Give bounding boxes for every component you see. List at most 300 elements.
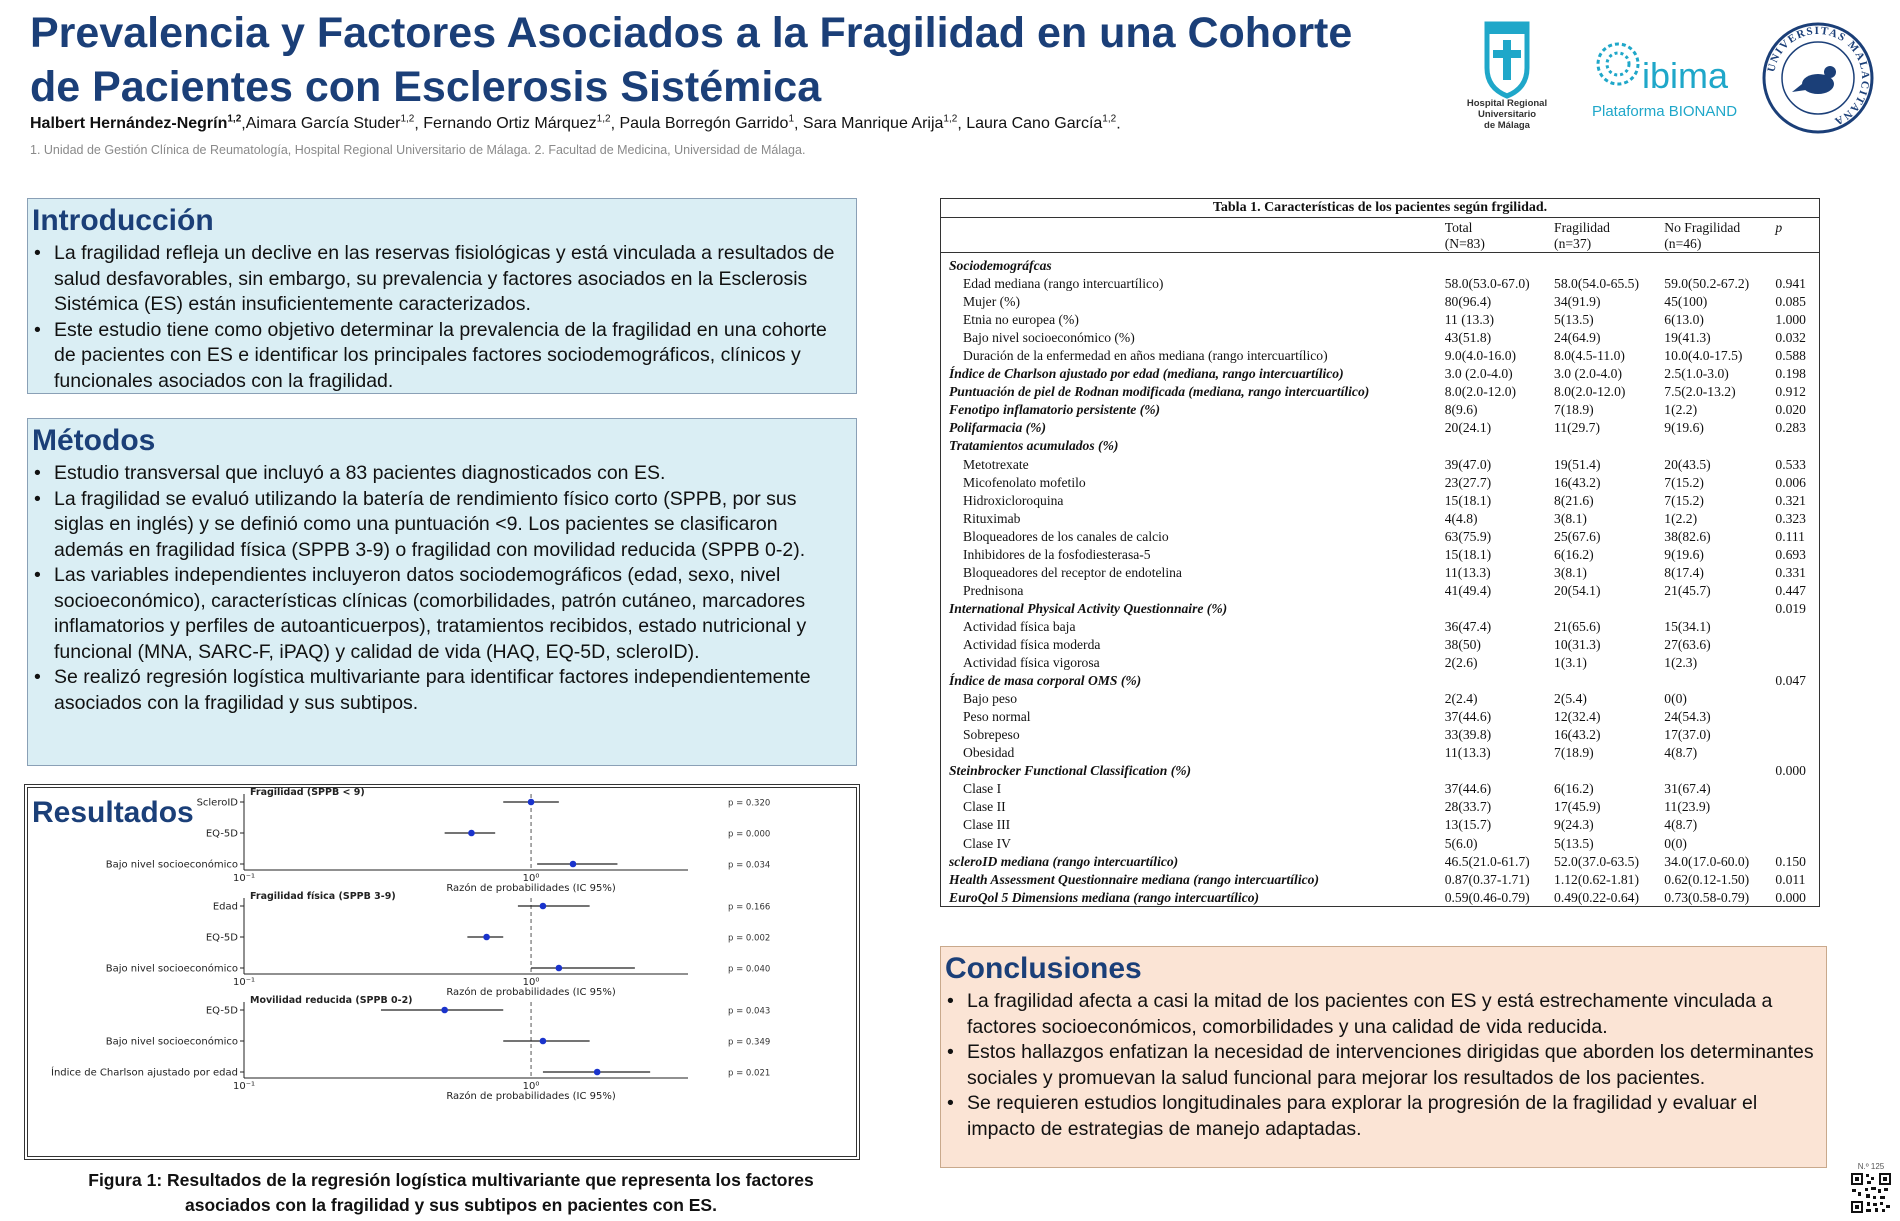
table-cell [1775, 437, 1819, 455]
table-cell: 25(67.6) [1554, 528, 1601, 544]
header-text: No Fragilidad (n=46) [1664, 220, 1741, 251]
characteristics-table [940, 198, 1820, 907]
row-label: Metotrexate [963, 456, 1029, 472]
row-label: EuroQol 5 Dimensions mediana (rango intercuartílico) [949, 889, 1260, 905]
x-tick-label: 10⁰ [522, 977, 540, 988]
author-affiliation-sup: 1,2 [400, 114, 415, 125]
table-row [941, 636, 1819, 654]
table-cell: 0(0) [1664, 691, 1687, 707]
table-row [941, 546, 1819, 564]
table-cell: 43(51.8) [1444, 330, 1492, 346]
panel-title: Movilidad reducida (SPPB 0-2) [250, 995, 413, 1006]
author-affiliation-sup: 1 [788, 114, 795, 125]
conclusions-bullet: • Estos hallazgos enfatizan la necesidad de intervenciones dirigidas que aborden los determinantes sociales y promuevan la salud funcional para mejorar los resultados de los pacientes. [945, 1040, 1818, 1091]
table-cell: 46.5(21.0-61.7) [1444, 853, 1530, 869]
author: Laura Cano García$^{1,2}$ [966, 114, 1117, 133]
row-label: Polifarmacia (%) [949, 420, 1047, 436]
table-cell: 8.0(4.5-11.0) [1554, 348, 1625, 364]
table-cell: 34(91.9) [1554, 294, 1601, 310]
table-cell [1664, 672, 1775, 690]
author: Fernando Ortiz Márquez$^{1,2}$ [423, 114, 611, 133]
results-figure [24, 784, 860, 1160]
row-label: Bajo peso [963, 691, 1017, 707]
table-cell [1554, 672, 1664, 690]
table-cell: 21(45.7) [1664, 582, 1711, 598]
author: Halbert Hernández-Negrín$^{1,2}$ [30, 114, 242, 133]
table-cell: 58.0(53.0-67.0) [1444, 276, 1530, 292]
y-tick-label: Bajo nivel socioeconómico [105, 1036, 238, 1048]
intro-section [27, 198, 857, 394]
table-cell: 0.331 [1775, 564, 1806, 580]
table-cell: 0.912 [1775, 384, 1806, 400]
conclusions-bullet: • La fragilidad afecta a casi la mitad de los pacientes con ES y está estrechamente vinculada a factores socioeconómicos, comorbilidades y una calidad de vida reducida. [945, 989, 1818, 1040]
table-cell: 5(13.5) [1554, 312, 1594, 328]
table-cell: 41(49.4) [1444, 582, 1492, 598]
table-cell: 24(54.3) [1664, 709, 1711, 725]
table-cell: 11(13.3) [1444, 564, 1491, 580]
table-cell: 19(51.4) [1554, 456, 1601, 472]
row-label: Hidroxicloroquina [963, 492, 1064, 508]
row-label: Índice de masa corporal OMS (%) [949, 673, 1142, 689]
row-label: Mujer (%) [963, 294, 1020, 310]
table-cell: 37(44.6) [1444, 709, 1492, 725]
author: Aimara García Studer$^{1,2}$ [245, 114, 415, 133]
table-cell: 45(100) [1664, 294, 1708, 310]
table-cell: 5(6.0) [1444, 835, 1478, 851]
header-text: Fragilidad (n=37) [1554, 220, 1610, 251]
table-cell: 7.5(2.0-13.2) [1664, 384, 1736, 400]
table-section-row [941, 419, 1819, 437]
table-cell [1554, 762, 1664, 780]
ibima-name: ibima [1642, 55, 1729, 96]
row-label: Health Assessment Questionnaire mediana (rango intercuartílico) [949, 871, 1319, 887]
table-cell: 33(39.8) [1444, 727, 1492, 743]
forest-plot-svg [28, 788, 856, 1156]
table-cell: 20(24.1) [1444, 420, 1492, 436]
table-cell: 9(24.3) [1554, 817, 1594, 833]
p-value-label: p = 0.040 [728, 964, 771, 975]
table-cell: 0.011 [1775, 871, 1806, 887]
y-tick-label: EQ-5D [205, 932, 238, 944]
row-label: Clase IV [963, 835, 1011, 851]
table-section-row [941, 383, 1819, 401]
table-cell [1775, 835, 1819, 853]
row-label: Micofenolato mofetilo [963, 474, 1086, 490]
table-cell: 7(18.9) [1554, 745, 1594, 761]
row-label: Clase II [963, 799, 1006, 815]
table-section-row [941, 871, 1819, 889]
table-cell: 8.0(2.0-12.0) [1444, 384, 1517, 400]
table-cell: 1(2.3) [1664, 655, 1698, 671]
table-cell: 80(96.4) [1444, 294, 1492, 310]
table-cell [1775, 780, 1819, 798]
table-cell: 31(67.4) [1664, 781, 1711, 797]
table-cell [1445, 600, 1554, 618]
row-label: Actividad física vigorosa [963, 655, 1100, 671]
table-cell: 3(8.1) [1554, 510, 1587, 526]
table-cell: 0.283 [1775, 420, 1806, 436]
table-cell: 15(34.1) [1664, 618, 1711, 634]
table-cell: 8(9.6) [1444, 402, 1478, 418]
table-row [941, 690, 1819, 708]
table-section-row [941, 253, 1819, 276]
table-cell: 11 (13.3) [1444, 312, 1495, 328]
table-cell: 17(37.0) [1664, 727, 1711, 743]
table-cell: 7(18.9) [1554, 402, 1594, 418]
table-cell: 9.0(4.0-16.0) [1444, 348, 1517, 364]
table-row [941, 564, 1819, 582]
y-tick-label: Bajo nivel socioeconómico [105, 963, 238, 975]
odds-ratio-point [540, 1038, 547, 1045]
row-label: Peso normal [963, 709, 1031, 725]
author-affiliation-sup: 1,2 [1102, 114, 1117, 125]
table-cell [1664, 437, 1775, 455]
y-tick-label: Índice de Charlson ajustado por edad [51, 1067, 238, 1079]
methods-bullet: • Estudio transversal que incluyó a 83 pacientes diagnosticados con ES. [32, 461, 848, 487]
row-label: Fenotipo inflamatorio persistente (%) [949, 402, 1161, 418]
author: Sara Manrique Arija$^{1,2}$ [802, 114, 958, 133]
hospital-logo-line1: Hospital Regional [1466, 98, 1548, 109]
table-cell: 39(47.0) [1444, 456, 1492, 472]
table-row [941, 654, 1819, 672]
x-axis-label: Razón de probabilidades (IC 95%) [446, 987, 616, 998]
table-cell: 8.0(2.0-12.0) [1554, 384, 1626, 400]
intro-bullets [32, 241, 848, 394]
table-row [941, 293, 1819, 311]
author-affiliation-sup: 1,2 [596, 114, 611, 125]
methods-section [27, 418, 857, 766]
table-header-cell [941, 218, 1445, 253]
table-cell [1664, 600, 1775, 618]
hospital-shield-icon [1487, 24, 1527, 96]
conclusions-bullet: • Se requieren estudios longitudinales para explorar la progresión de la fragilidad y evaluar el impacto de estrategias de manejo adaptadas. [945, 1091, 1818, 1142]
table-cell: 52.0(37.0-63.5) [1554, 853, 1639, 869]
p-value-label: p = 0.034 [728, 860, 771, 871]
table-body [941, 253, 1819, 907]
table-header-row [941, 218, 1819, 253]
table-cell: 37(44.6) [1444, 781, 1492, 797]
figure-caption: Figura 1: Resultados de la regresión logística multivariante que representa los factores asociados con la fragilidad y sus subtipos en pacientes con ES. [88, 1170, 814, 1215]
table-cell [1775, 726, 1819, 744]
table-cell: 9(19.6) [1664, 420, 1704, 436]
table-row [941, 816, 1819, 834]
p-value-label: p = 0.349 [728, 1037, 771, 1048]
table-row [941, 510, 1819, 528]
table-cell: 12(32.4) [1554, 709, 1601, 725]
table-cell: 0.87(0.37-1.71) [1444, 871, 1530, 887]
y-tick-label: ScleroID [196, 797, 238, 809]
table-row [941, 726, 1819, 744]
odds-ratio-point [441, 1007, 448, 1014]
table-header-p [1775, 218, 1819, 253]
table-cell: 20(54.1) [1554, 582, 1601, 598]
table-cell: 0.085 [1775, 294, 1806, 310]
table-cell: 17(45.9) [1554, 799, 1601, 815]
odds-ratio-point [468, 830, 475, 837]
table-cell: 0.047 [1775, 673, 1806, 689]
table-cell [1775, 618, 1819, 636]
p-value-label: p = 0.320 [728, 798, 771, 809]
table-cell: 0.693 [1775, 546, 1806, 562]
table-cell: 7(15.2) [1664, 474, 1704, 490]
methods-bullet: • La fragilidad se evaluó utilizando la batería de rendimiento físico corto (SPPB, por sus siglas en inglés) y se definió como una puntuación <9. Los pacientes se clasificaron además en fragilidad física (SPPB 3-9) o fragilidad con movilidad reducida (SPPB 0-2). [32, 487, 848, 564]
x-tick-label: 10⁰ [522, 1081, 540, 1092]
table-cell: 0.000 [1775, 889, 1806, 905]
odds-ratio-point [570, 861, 577, 868]
ibima-logo [1588, 30, 1738, 125]
table-cell: 36(47.4) [1444, 618, 1492, 634]
table-cell [1775, 690, 1819, 708]
y-tick-label: EQ-5D [205, 1005, 238, 1017]
table-cell: 24(64.9) [1554, 330, 1601, 346]
table-cell: 15(18.1) [1444, 492, 1492, 508]
table-cell: 4(8.7) [1664, 745, 1698, 761]
table-cell: 0.198 [1775, 366, 1806, 382]
table-row [941, 347, 1819, 365]
table-row [941, 780, 1819, 798]
affiliations: 1. Unidad de Gestión Clínica de Reumatología, Hospital Regional Universitario de Málaga. 2. Facultad de Medicina, Universidad de Málaga. [30, 143, 806, 157]
row-label: Steinbrocker Functional Classification (%) [949, 763, 1192, 779]
table-row [941, 275, 1819, 293]
row-label: Actividad física moderda [963, 636, 1101, 652]
table-row [941, 708, 1819, 726]
row-label: Bloqueadores del receptor de endotelina [963, 564, 1182, 580]
table-cell: 0(0) [1664, 835, 1687, 851]
table-cell: 2(2.4) [1444, 691, 1478, 707]
table-cell: 11(13.3) [1444, 745, 1491, 761]
methods-bullet: • Las variables independientes incluyeron datos sociodemográficos (edad, sexo, nivel socioeconómico), características clínicas (comorbilidades, patrón cutáneo, marcadores inflamatorios y perfiles de autoanticuerpos), tratamientos recibidos, estado nutricional y funcional (MNA, SARC-F, iPAQ) y calidad de vida (HAQ, EQ-5D, scleroID). [32, 563, 848, 665]
table-cell: 0.73(0.58-0.79) [1664, 889, 1750, 905]
row-label: Rituximab [963, 510, 1021, 526]
author: Paula Borregón Garrido$^1$ [619, 114, 795, 133]
table-row [941, 492, 1819, 510]
table-cell: 0.000 [1775, 763, 1806, 779]
qr-code[interactable] [1850, 1162, 1892, 1214]
intro-bullet: • Este estudio tiene como objetivo determinar la prevalencia de la fragilidad en una cohorte de pacientes con ES e identificar los principales factores sociodemográficos, clínicos y funcionales asociados con la fragilidad. [32, 318, 848, 395]
row-label: Sociodemográfcas [949, 258, 1052, 273]
table-cell: 0.588 [1775, 348, 1806, 364]
row-label: Actividad física baja [963, 618, 1076, 634]
table-cell: 11(29.7) [1554, 420, 1600, 436]
x-axis-label: Razón de probabilidades (IC 95%) [446, 883, 616, 894]
table-cell [1554, 437, 1664, 455]
table-row [941, 528, 1819, 546]
table-cell: 0.323 [1775, 510, 1806, 526]
author-affiliation-sup: 1,2 [227, 114, 242, 125]
table-cell: 23(27.7) [1444, 474, 1492, 490]
table-cell: 28(33.7) [1444, 799, 1492, 815]
table-section-row [941, 437, 1819, 455]
row-label: International Physical Activity Questionnaire (%) [949, 600, 1228, 616]
x-axis-label: Razón de probabilidades (IC 95%) [446, 1091, 616, 1102]
table-cell: 6(13.0) [1664, 312, 1704, 328]
row-label: Etnia no europea (%) [963, 312, 1079, 328]
table-cell [1775, 253, 1819, 276]
table-caption: Tabla 1. Características de los pacientes según frgilidad. [941, 199, 1819, 218]
table-cell [1554, 253, 1664, 276]
table-cell: 8(21.6) [1554, 492, 1594, 508]
table-row [941, 311, 1819, 329]
table-cell: 3(8.1) [1554, 564, 1587, 580]
table-cell: 38(82.6) [1664, 528, 1711, 544]
row-label: Obesidad [963, 745, 1015, 761]
table-row [941, 798, 1819, 816]
qr-code-icon [1850, 1172, 1892, 1214]
header-text: Total (N=83) [1444, 220, 1485, 251]
table-cell [1445, 253, 1554, 276]
table-cell: 10(31.3) [1554, 636, 1601, 652]
table-cell: 3.0 (2.0-4.0) [1554, 366, 1623, 382]
row-label: Clase III [963, 817, 1011, 833]
uma-seal-logo [1756, 22, 1880, 134]
table-cell: 0.019 [1775, 600, 1806, 616]
table-cell [1775, 654, 1819, 672]
table-row [941, 474, 1819, 492]
y-tick-label: Bajo nivel socioeconómico [105, 859, 238, 871]
methods-heading: Métodos [32, 424, 156, 457]
table-cell [1445, 672, 1554, 690]
table-cell: 1(3.1) [1554, 655, 1587, 671]
table-row [941, 456, 1819, 474]
header-text: p [1775, 220, 1783, 235]
p-value-label: p = 0.000 [728, 829, 771, 840]
methods-bullets [32, 461, 848, 716]
table-cell: 5(13.5) [1554, 835, 1594, 851]
table-cell: 58.0(54.0-65.5) [1554, 276, 1639, 292]
poster-title: Prevalencia y Factores Asociados a la Fragilidad en una Cohorte de Pacientes con Esclerosis Sistémica [30, 9, 1353, 111]
row-label: Índice de Charlson ajustado por edad (mediana, rango intercuartílico) [949, 366, 1344, 382]
intro-heading: Introducción [32, 204, 214, 237]
table-cell: 0.59(0.46-0.79) [1444, 889, 1530, 905]
conclusions-section [940, 946, 1827, 1168]
table-cell: 0.111 [1775, 528, 1805, 544]
table-section-row [941, 889, 1819, 907]
odds-ratio-point [483, 934, 490, 941]
hospital-logo-line3: de Málaga [1484, 120, 1530, 130]
table-cell: 4(4.8) [1444, 510, 1478, 526]
p-value-label: p = 0.021 [728, 1068, 771, 1079]
table-row [941, 582, 1819, 600]
row-label: Prednisona [963, 582, 1024, 598]
table-cell: 9(19.6) [1664, 546, 1704, 562]
table-cell: 0.020 [1775, 402, 1806, 418]
p-value-label: p = 0.166 [728, 902, 771, 913]
uma-ring-text: UNIVERSITAS MALACITANA [1765, 24, 1872, 128]
table-cell: 7(15.2) [1664, 492, 1704, 508]
hospital-logo-line2: Universitario [1477, 109, 1537, 120]
ibima-circle-icon [1598, 44, 1638, 84]
table-cell [1775, 816, 1819, 834]
author-list: Halbert Hernández-Negrín$^{1,2}$,Aimara García Studer$^{1,2}$, Fernando Ortiz Márquez$^{1,2}$, Paula Borregón Garrido$^1$, Sara Manrique Arija$^{1,2}$, Laura Cano García$^{1,2}$. [30, 114, 1121, 133]
table-cell [1775, 744, 1819, 762]
row-label: Bajo nivel socioeconómico (%) [963, 330, 1135, 346]
table-row [941, 744, 1819, 762]
results-heading: Resultados [32, 796, 194, 829]
author-affiliation-sup: 1,2 [943, 114, 958, 125]
odds-ratio-point [556, 965, 563, 972]
table-section-row [941, 365, 1819, 383]
row-label: scleroID mediana (rango intercuartílico) [949, 853, 1179, 869]
conclusions-heading: Conclusiones [945, 952, 1142, 985]
conclusions-bullets [945, 989, 1818, 1142]
x-tick-label: 10⁻¹ [232, 873, 256, 884]
row-label: Sobrepeso [963, 727, 1020, 743]
table-cell: 3.0 (2.0-4.0) [1444, 366, 1513, 382]
table-cell: 1(2.2) [1664, 510, 1698, 526]
table-cell [1664, 253, 1775, 276]
table-cell [1775, 708, 1819, 726]
panel-title: Fragilidad (SPPB < 9) [250, 788, 365, 798]
bird-icon [1792, 66, 1836, 94]
table-row [941, 329, 1819, 347]
methods-bullet: • Se realizó regresión logística multivariante para identificar factores independientemente asociados con la fragilidad y sus subtipos. [32, 665, 848, 716]
table-header-total [1445, 218, 1554, 253]
table-cell: 15(18.1) [1444, 546, 1492, 562]
table-cell: 63(75.9) [1444, 528, 1492, 544]
table-section-row [941, 401, 1819, 419]
table-cell: 0.150 [1775, 853, 1806, 869]
table-cell: 19(41.3) [1664, 330, 1711, 346]
row-label: Inhibidores de la fosfodiesterasa-5 [963, 546, 1151, 562]
table-cell [1775, 798, 1819, 816]
poster-number: N.º 125 [1857, 1162, 1885, 1171]
table-section-row [941, 853, 1819, 871]
table-cell: 0.321 [1775, 492, 1806, 508]
table-cell: 1.12(0.62-1.81) [1554, 871, 1639, 887]
table-cell: 38(50) [1444, 636, 1481, 652]
table-cell [1664, 762, 1775, 780]
table-section-row [941, 762, 1819, 780]
table-cell: 1.000 [1775, 312, 1806, 328]
x-tick-label: 10⁻¹ [232, 977, 256, 988]
table-cell: 0.941 [1775, 276, 1806, 292]
table-cell: 20(43.5) [1664, 456, 1711, 472]
odds-ratio-point [540, 903, 547, 910]
table-section-row [941, 672, 1819, 690]
row-label: Tratamientos acumulados (%) [949, 438, 1119, 454]
table-header-frail [1554, 218, 1664, 253]
table-cell: 2.5(1.0-3.0) [1664, 366, 1729, 382]
row-label: Edad mediana (rango intercuartílico) [963, 276, 1164, 292]
y-tick-label: EQ-5D [205, 828, 238, 840]
intro-bullet: • La fragilidad refleja un declive en las reservas fisiológicas y está vinculada a resultados de salud desfavorables, sin embargo, su prevalencia y factores asociados en la Esclerosis Sistémica (ES) están insuficientemente caracterizados. [32, 241, 848, 318]
p-value-label: p = 0.043 [728, 1006, 771, 1017]
row-label: Puntuación de piel de Rodnan modificada (mediana, rango intercuartílico) [949, 384, 1370, 400]
table-section-row [941, 600, 1819, 618]
table-cell: 34.0(17.0-60.0) [1664, 853, 1750, 869]
row-label: Clase I [963, 781, 1002, 797]
table-cell [1445, 762, 1554, 780]
table-cell: 0.032 [1775, 330, 1806, 346]
row-label: Duración de la enfermedad en años mediana (rango intercuartílico) [963, 348, 1328, 364]
table-cell: 6(16.2) [1554, 781, 1594, 797]
table-cell: 59.0(50.2-67.2) [1664, 276, 1750, 292]
table-cell: 4(8.7) [1664, 817, 1698, 833]
table-cell [1775, 636, 1819, 654]
odds-ratio-point [594, 1069, 601, 1076]
table-cell: 8(17.4) [1664, 564, 1704, 580]
table-cell: 13(15.7) [1444, 817, 1492, 833]
table-cell: 11(23.9) [1664, 799, 1711, 815]
table-cell: 16(43.2) [1554, 474, 1601, 490]
table-cell: 0.49(0.22-0.64) [1554, 889, 1639, 905]
table-cell: 1(2.2) [1664, 402, 1698, 418]
table-cell: 10.0(4.0-17.5) [1664, 348, 1743, 364]
hospital-logo [1453, 18, 1561, 130]
table-cell: 2(2.6) [1444, 655, 1478, 671]
table-cell: 0.447 [1775, 582, 1806, 598]
x-tick-label: 10⁰ [522, 873, 540, 884]
